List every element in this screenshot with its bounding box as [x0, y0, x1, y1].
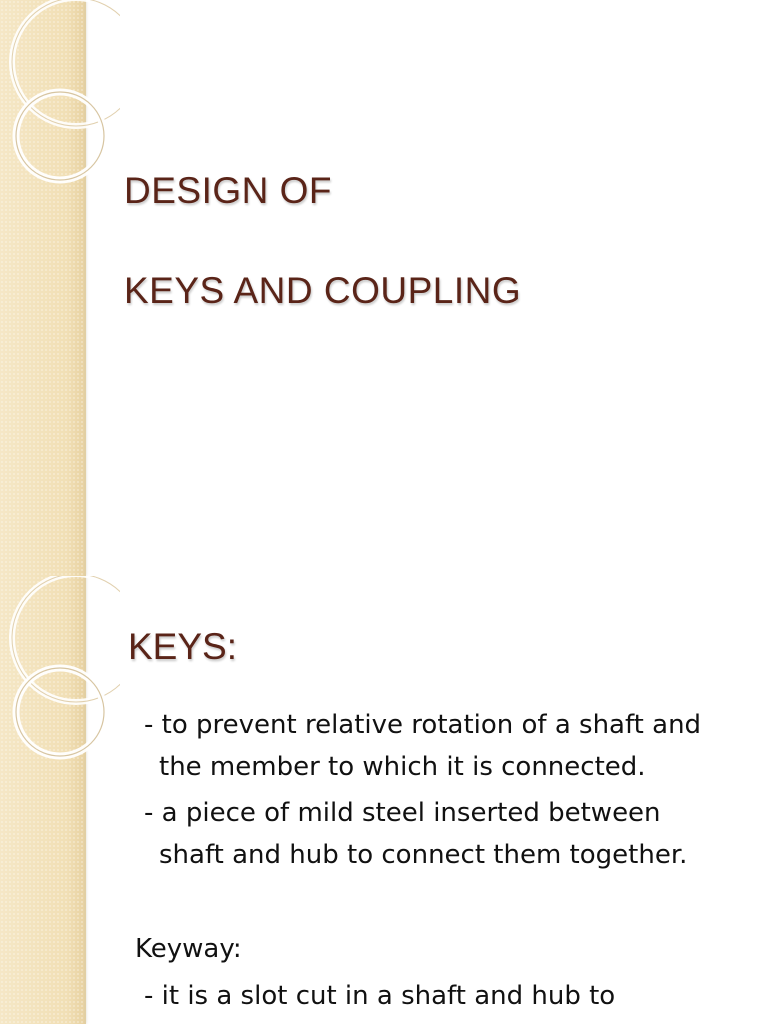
slide-heading: KEYS:: [128, 626, 237, 667]
bullet-1-line-2: the member to which it is connected.: [159, 752, 646, 782]
keyway-bullet-line-1: - it is a slot cut in a shaft and hub to: [144, 981, 616, 1011]
slide-title-line-1: DESIGN OF: [124, 170, 333, 211]
ring-ornament-icon: [0, 576, 120, 776]
slide-title-line-2: KEYS AND COUPLING: [124, 270, 522, 311]
bullet-1-line-1: - to prevent relative rotation of a shaft and: [144, 710, 702, 740]
bullet-2-line-2: shaft and hub to connect them together.: [159, 840, 688, 870]
ring-ornament-icon: [0, 0, 120, 200]
slide-keys: [0, 576, 768, 1024]
bullet-2-line-1: - a piece of mild steel inserted between: [144, 798, 661, 828]
keyway-subheading: Keyway:: [135, 934, 242, 964]
